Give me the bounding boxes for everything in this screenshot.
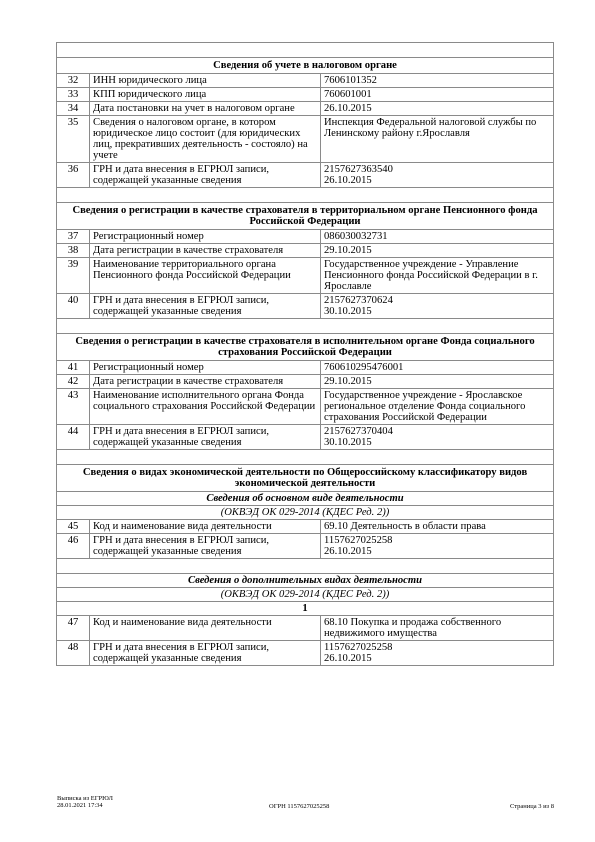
row-number: 47 bbox=[57, 616, 90, 641]
data-row bbox=[57, 163, 554, 188]
data-row bbox=[57, 74, 554, 88]
spacer-cell bbox=[57, 450, 554, 465]
data-row bbox=[57, 102, 554, 116]
data-row bbox=[57, 116, 554, 163]
data-row bbox=[57, 375, 554, 389]
row-number: 41 bbox=[57, 361, 90, 375]
okved-classifier-row bbox=[57, 588, 554, 602]
data-row bbox=[57, 616, 554, 641]
section-title-row bbox=[57, 58, 554, 74]
row-number: 44 bbox=[57, 425, 90, 450]
okved-classifier: (ОКВЭД ОК 029-2014 (КДЕС Ред. 2)) bbox=[57, 588, 554, 602]
row-label: Сведения о налоговом органе, в котором юридическое лицо состоит (для юридических лиц, прекративших деятельность - состояло) на учете bbox=[90, 116, 321, 163]
row-value: 29.10.2015 bbox=[321, 244, 554, 258]
section-title-row bbox=[57, 465, 554, 492]
row-number: 46 bbox=[57, 534, 90, 559]
row-label: ГРН и дата внесения в ЕГРЮЛ записи, содержащей указанные сведения bbox=[90, 425, 321, 450]
spacer-cell bbox=[57, 188, 554, 203]
row-value: 69.10 Деятельность в области права bbox=[321, 520, 554, 534]
row-value: 68.10 Покупка и продажа собственного недвижимого имущества bbox=[321, 616, 554, 641]
row-value: 2157627370624 30.10.2015 bbox=[321, 294, 554, 319]
row-value: 1157627025258 26.10.2015 bbox=[321, 641, 554, 666]
row-label: Регистрационный номер bbox=[90, 230, 321, 244]
row-label: ГРН и дата внесения в ЕГРЮЛ записи, содержащей указанные сведения bbox=[90, 163, 321, 188]
data-row bbox=[57, 361, 554, 375]
row-number: 45 bbox=[57, 520, 90, 534]
row-value: 2157627363540 26.10.2015 bbox=[321, 163, 554, 188]
data-row bbox=[57, 88, 554, 102]
row-number: 40 bbox=[57, 294, 90, 319]
data-row bbox=[57, 244, 554, 258]
spacer-cell bbox=[57, 43, 554, 58]
row-label: Дата регистрации в качестве страхователя bbox=[90, 244, 321, 258]
row-value: 26.10.2015 bbox=[321, 102, 554, 116]
row-value: Государственное учреждение - Ярославское региональное отделение Фонда социального страхования Российской Федерации bbox=[321, 389, 554, 425]
row-label: Код и наименование вида деятельности bbox=[90, 520, 321, 534]
footer-extract-label: Выписка из ЕГРЮЛ 28.01.2021 17:34 bbox=[57, 795, 113, 809]
data-row bbox=[57, 230, 554, 244]
row-number: 37 bbox=[57, 230, 90, 244]
spacer-row bbox=[57, 559, 554, 574]
subsection-title: Сведения об основном виде деятельности bbox=[57, 492, 554, 506]
row-number: 39 bbox=[57, 258, 90, 294]
subsection-title: Сведения о дополнительных видах деятельности bbox=[57, 574, 554, 588]
row-label: Код и наименование вида деятельности bbox=[90, 616, 321, 641]
row-number: 33 bbox=[57, 88, 90, 102]
item-counter-row bbox=[57, 602, 554, 616]
section-title: Сведения об учете в налоговом органе bbox=[57, 58, 554, 74]
data-row bbox=[57, 425, 554, 450]
row-number: 38 bbox=[57, 244, 90, 258]
row-number: 34 bbox=[57, 102, 90, 116]
row-value: 760601001 bbox=[321, 88, 554, 102]
row-number: 42 bbox=[57, 375, 90, 389]
row-label: ГРН и дата внесения в ЕГРЮЛ записи, содержащей указанные сведения bbox=[90, 294, 321, 319]
data-row bbox=[57, 520, 554, 534]
data-row bbox=[57, 294, 554, 319]
row-label: Наименование территориального органа Пенсионного фонда Российской Федерации bbox=[90, 258, 321, 294]
section-title: Сведения о регистрации в качестве страхователя в территориальном органе Пенсионного фонда Российской Федерации bbox=[57, 203, 554, 230]
okved-classifier-row bbox=[57, 506, 554, 520]
row-value: 086030032731 bbox=[321, 230, 554, 244]
egrul-extract-table bbox=[56, 42, 554, 666]
row-number: 43 bbox=[57, 389, 90, 425]
subsection-title-row bbox=[57, 574, 554, 588]
section-title: Сведения о регистрации в качестве страхователя в исполнительном органе Фонда социального страхования Российской Федерации bbox=[57, 334, 554, 361]
spacer-row bbox=[57, 188, 554, 203]
data-row bbox=[57, 641, 554, 666]
section-title: Сведения о видах экономической деятельности по Общероссийскому классификатору видов экономической деятельности bbox=[57, 465, 554, 492]
row-value: Государственное учреждение - Управление Пенсионного фонда Российской Федерации в г. Ярославле bbox=[321, 258, 554, 294]
row-value: 760610295476001 bbox=[321, 361, 554, 375]
row-value: 29.10.2015 bbox=[321, 375, 554, 389]
row-label: ГРН и дата внесения в ЕГРЮЛ записи, содержащей указанные сведения bbox=[90, 641, 321, 666]
row-value: Инспекция Федеральной налоговой службы по Ленинскому району г.Ярославля bbox=[321, 116, 554, 163]
row-label: Дата постановки на учет в налоговом органе bbox=[90, 102, 321, 116]
row-value: 7606101352 bbox=[321, 74, 554, 88]
row-number: 32 bbox=[57, 74, 90, 88]
footer-ogrn: ОГРН 1157627025258 bbox=[269, 803, 330, 810]
okved-classifier: (ОКВЭД ОК 029-2014 (КДЕС Ред. 2)) bbox=[57, 506, 554, 520]
row-label: Дата регистрации в качестве страхователя bbox=[90, 375, 321, 389]
spacer-row bbox=[57, 319, 554, 334]
row-number: 36 bbox=[57, 163, 90, 188]
row-label: Регистрационный номер bbox=[90, 361, 321, 375]
section-title-row bbox=[57, 334, 554, 361]
section-title-row bbox=[57, 203, 554, 230]
data-row bbox=[57, 534, 554, 559]
row-label: ИНН юридического лица bbox=[90, 74, 321, 88]
spacer-cell bbox=[57, 319, 554, 334]
footer-page-number: Страница 3 из 8 bbox=[509, 803, 554, 810]
item-counter: 1 bbox=[57, 602, 554, 616]
row-value: 2157627370404 30.10.2015 bbox=[321, 425, 554, 450]
row-label: КПП юридического лица bbox=[90, 88, 321, 102]
row-number: 35 bbox=[57, 116, 90, 163]
data-row bbox=[57, 389, 554, 425]
row-value: 1157627025258 26.10.2015 bbox=[321, 534, 554, 559]
row-number: 48 bbox=[57, 641, 90, 666]
data-row bbox=[57, 258, 554, 294]
spacer-row bbox=[57, 43, 554, 58]
spacer-cell bbox=[57, 559, 554, 574]
row-label: ГРН и дата внесения в ЕГРЮЛ записи, содержащей указанные сведения bbox=[90, 534, 321, 559]
subsection-title-row bbox=[57, 492, 554, 506]
spacer-row bbox=[57, 450, 554, 465]
row-label: Наименование исполнительного органа Фонда социального страхования Российской Федерации bbox=[90, 389, 321, 425]
